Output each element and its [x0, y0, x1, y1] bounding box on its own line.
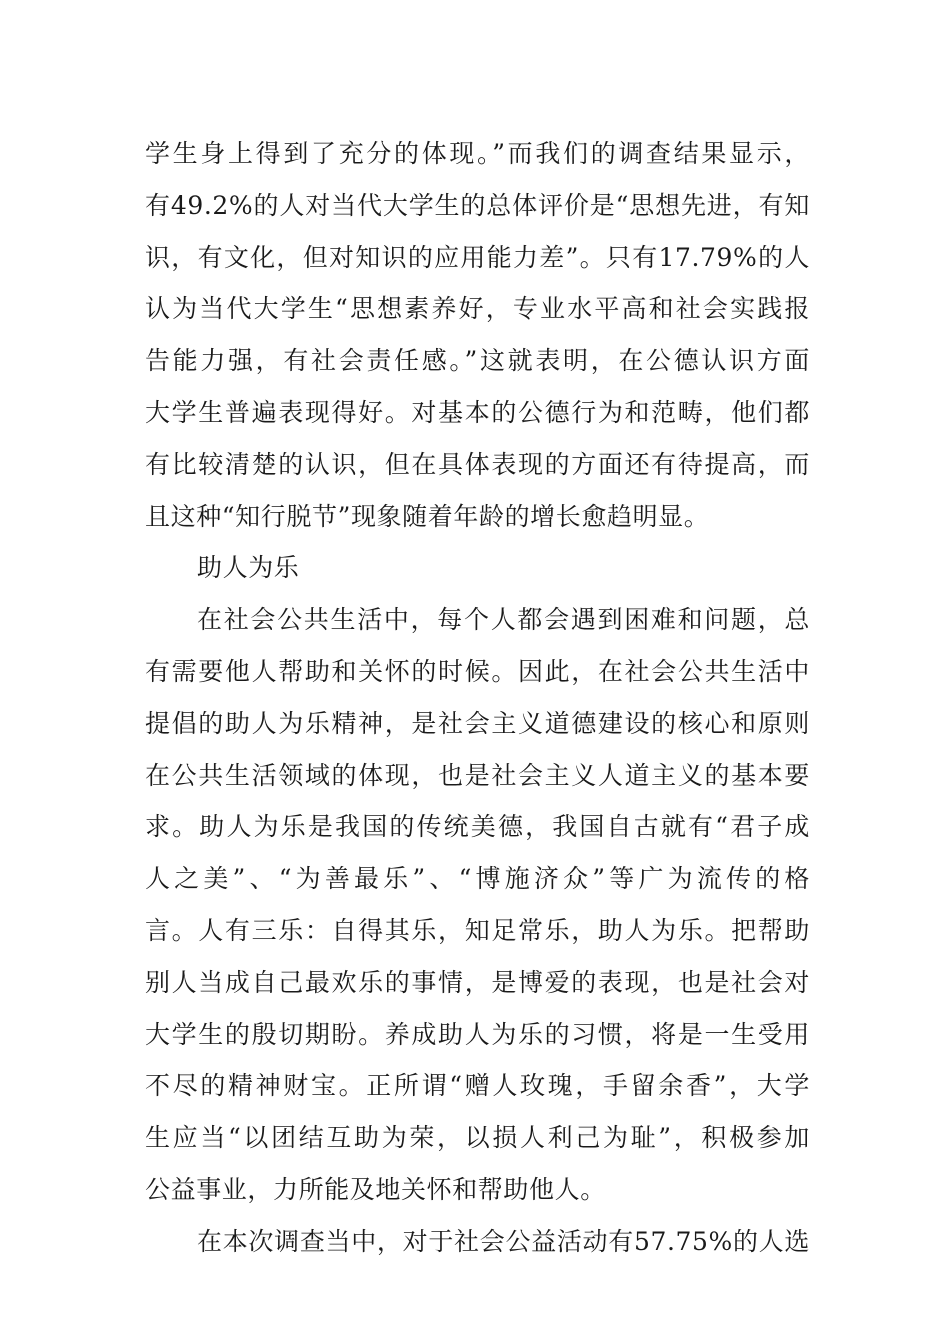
text-line: 有49.2%的人对当代大学生的总体评价是“思想先进，有知	[145, 190, 810, 220]
paragraph-survey-public-welfare	[145, 1216, 810, 1268]
text-line: 生应当“以团结互助为荣，以损人利己为耻”，积极参加	[145, 1123, 810, 1153]
paragraph-survey-results	[145, 128, 810, 542]
text-line: 人之美”、“为善最乐”、“博施济众”等广为流传的格	[145, 864, 810, 894]
paragraph-helping-others	[145, 594, 810, 1216]
text-line: 认为当代大学生“思想素养好，专业水平高和社会实践报	[145, 294, 810, 324]
text-line: 告能力强，有社会责任感。”这就表明，在公德认识方面	[145, 346, 810, 376]
text-line: 公益事业，力所能及地关怀和帮助他人。	[145, 1174, 606, 1204]
text-line: 大学生普遍表现得好。对基本的公德行为和范畴，他们都	[145, 397, 810, 427]
text-line: 有需要他人帮助和关怀的时候。因此，在社会公共生活中	[145, 656, 810, 686]
document-body	[145, 128, 810, 1268]
text-line: 有比较清楚的认识，但在具体表现的方面还有待提高，而	[145, 449, 810, 479]
text-line: 别人当成自己最欢乐的事情，是博爱的表现，也是社会对	[145, 967, 810, 997]
text-line: 在本次调查当中，对于社会公益活动有57.75%的人选	[197, 1226, 810, 1256]
section-heading: 助人为乐	[197, 553, 300, 583]
text-line: 在社会公共生活中，每个人都会遇到困难和问题，总	[197, 605, 810, 635]
text-line: 不尽的精神财宝。正所谓“赠人玫瑰，手留余香”，大学	[145, 1071, 810, 1101]
text-line: 识，有文化，但对知识的应用能力差”。只有17.79%的人	[145, 242, 810, 272]
text-line: 言。人有三乐：自得其乐，知足常乐，助人为乐。把帮助	[145, 915, 810, 945]
text-line: 学生身上得到了充分的体现。”而我们的调查结果显示，	[145, 139, 810, 168]
text-line: 且这种“知行脱节”现象随着年龄的增长愈趋明显。	[145, 501, 710, 531]
text-line: 在公共生活领域的体现，也是社会主义人道主义的基本要	[145, 760, 810, 790]
text-line: 提倡的助人为乐精神，是社会主义道德建设的核心和原则	[145, 708, 810, 738]
text-line: 大学生的殷切期盼。养成助人为乐的习惯，将是一生受用	[145, 1019, 810, 1049]
text-line: 求。助人为乐是我国的传统美德，我国自古就有“君子成	[145, 812, 810, 842]
